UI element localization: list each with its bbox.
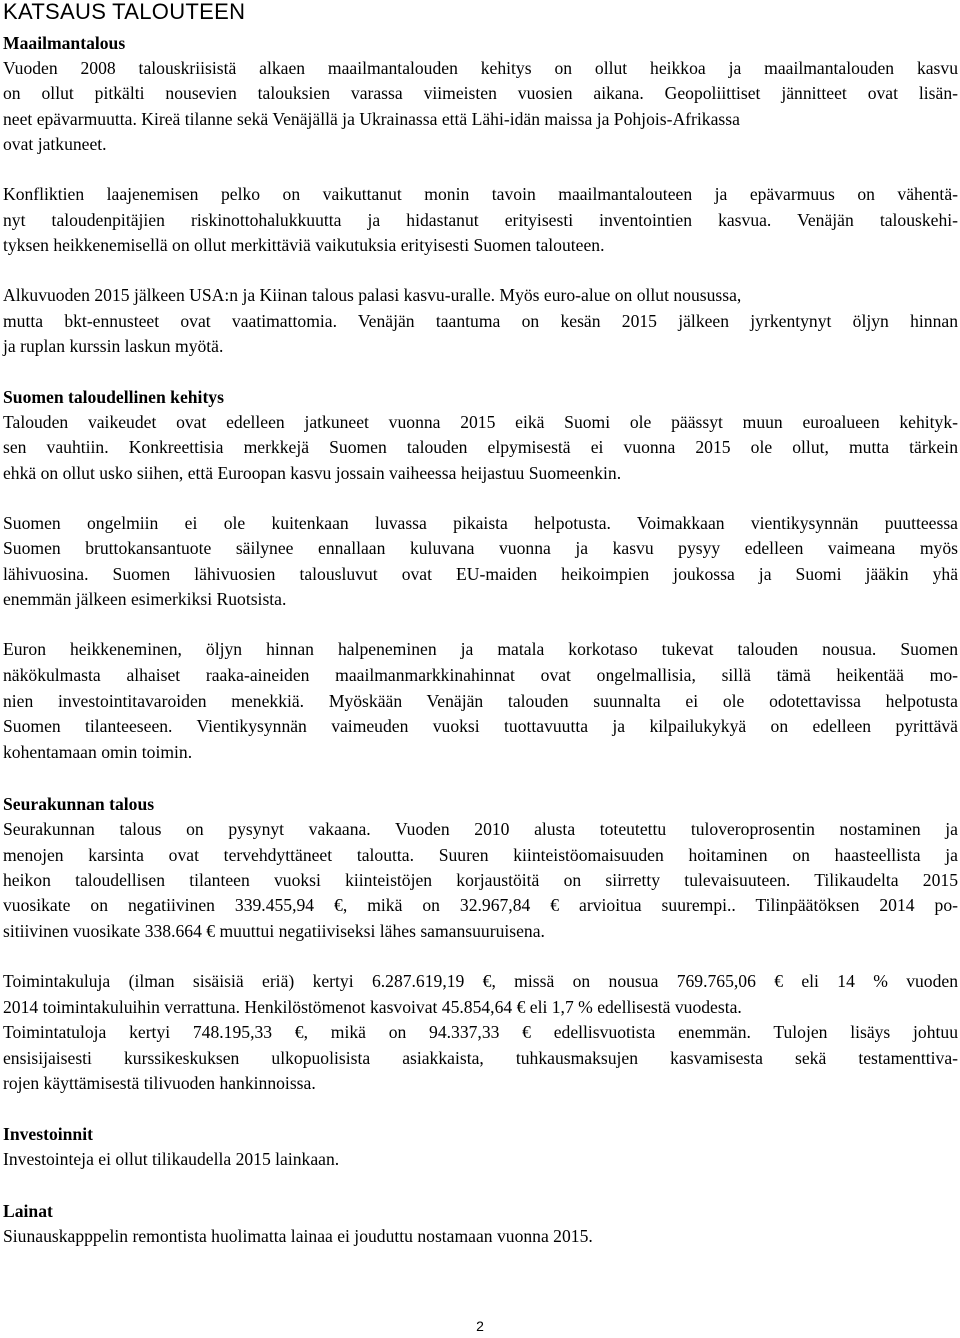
section-heading: Lainat xyxy=(3,1201,53,1221)
text-line: nien investointitavaroiden menekkiä. Myöskään Venäjän talouden suunnalta ei ole odotettavissa helpotusta xyxy=(3,691,958,711)
text-line: enemmän jälkeen esimerkiksi Ruotsista. xyxy=(3,589,287,609)
text-line: Toimintatuloja kertyi 748.195,33 €, mikä on 94.337,33 € edellisvuotista enemmän. Tulojen lisäys johtuu xyxy=(3,1022,958,1042)
text-line: on ollut pitkälti nousevien talouksien varassa viimeisten vuosien aikana. Geopoliittiset jännitteet ovat lisän- xyxy=(3,83,958,103)
text-line: ja ruplan kurssin laskun myötä. xyxy=(3,336,224,356)
text-line: ovat jatkuneet. xyxy=(3,134,107,154)
text-line: 2014 toimintakuluihin verrattuna. Henkilöstömenot kasvoivat 45.854,64 € eli 1,7 % edellisestä vuodesta. xyxy=(3,997,742,1017)
text-line: Euron heikkeneminen, öljyn hinnan halpeneminen ja matala korkotaso tukevat talouden nousua. Suomen xyxy=(3,639,958,659)
text-line: Seurakunnan talous on pysynyt vakaana. Vuoden 2010 alusta toteutettu tuloveroprosentin nostaminen ja xyxy=(3,819,958,839)
text-line: nyt taloudenpitäjien riskinottohalukkuutta ja hidastanut erityisesti inventointien kasvua. Venäjän talouskehi- xyxy=(3,210,958,230)
document-title: KATSAUS TALOUTEEN xyxy=(3,0,246,24)
section-heading: Seurakunnan talous xyxy=(3,794,155,814)
text-line: rojen käyttämisestä tilivuoden hankinnoissa. xyxy=(3,1073,316,1093)
page-number: 2 xyxy=(476,1318,484,1334)
section-heading: Investoinnit xyxy=(3,1124,93,1144)
text-line: Suomen bruttokansantuote säilynee ennallaan kuluvana vuonna ja kasvu pysyy edelleen vaimeana myös xyxy=(3,538,958,558)
text-line: vuosikate on negatiivinen 339.455,94 €, mikä on 32.967,84 € arvioitua suurempi.. Tilinpäätöksen 2014 po- xyxy=(3,895,958,915)
text-line: Konfliktien laajenemisen pelko on vaikuttanut monin tavoin maailmantalouteen ja epävarmuus on vähentä- xyxy=(3,184,958,204)
text-line: Toimintakuluja (ilman sisäisiä eriä) kertyi 6.287.619,19 €, missä on nousua 769.765,06 € eli 14 % vuoden xyxy=(3,971,958,991)
text-line: näkökulmasta alhaiset raaka-aineiden maailmanmarkkinahinnat ovat ongelmallisia, sillä tämä heikentää mo- xyxy=(3,665,958,685)
text-line: Siunauskapppelin remontista huolimatta lainaa ei jouduttu nostamaan vuonna 2015. xyxy=(3,1226,593,1246)
text-line: Alkuvuoden 2015 jälkeen USA:n ja Kiinan talous palasi kasvu-uralle. Myös euro-alue on ollut nousussa, xyxy=(3,285,742,305)
text-line: sitiivinen vuosikate 338.664 € muuttui negatiiviseksi lähes samansuuruisena. xyxy=(3,921,545,941)
text-line: neet epävarmuutta. Kireä tilanne sekä Venäjällä ja Ukrainassa että Lähi-idän maissa ja Pohjois-Afrikassa xyxy=(3,109,740,129)
text-line: menojen karsinta ovat tervehdyttäneet taloutta. Suuren kiinteistöomaisuuden hoitaminen on haasteellista ja xyxy=(3,845,958,865)
text-line: Investointeja ei ollut tilikaudella 2015 lainkaan. xyxy=(3,1149,340,1169)
text-line: ehkä on ollut usko siihen, että Euroopan kasvu jossain vaiheessa heijastuu Suomeenkin. xyxy=(3,463,622,483)
section-heading: Suomen taloudellinen kehitys xyxy=(3,387,224,407)
text-line: lähivuosina. Suomen lähivuosien talousluvut ovat EU-maiden heikoimpien joukossa ja Suomi jääkin yhä xyxy=(3,564,958,584)
text-line: Talouden vaikeudet ovat edelleen jatkuneet vuonna 2015 eikä Suomi ole päässyt muun euroalueen kehityk- xyxy=(3,412,958,432)
text-line: ensisijaisesti kurssikeskuksen ulkopuolisista asiakkaista, tuhkausmaksujen kasvamisesta sekä testamenttiva- xyxy=(3,1048,958,1068)
text-line: Suomen ongelmiin ei ole kuitenkaan luvassa pikaista helpotusta. Voimakkaan vientikysynnän puutteessa xyxy=(3,513,958,533)
section-heading: Maailmantalous xyxy=(3,33,126,53)
text-line: Vuoden 2008 talouskriisistä alkaen maailmantalouden kehitys on ollut heikkoa ja maailmantalouden kasvu xyxy=(3,58,958,78)
text-line: mutta bkt-ennusteet ovat vaatimattomia. Venäjän taantuma on kesän 2015 jälkeen jyrkentynyt öljyn hinnan xyxy=(3,311,958,331)
text-line: sen vauhtiin. Konkreettisia merkkejä Suomen talouden elpymisestä ei vuonna 2015 ole ollut, mutta tärkein xyxy=(3,437,958,457)
text-line: tyksen heikkenemisellä on ollut merkittäviä vaikutuksia erityisesti Suomen talouteen. xyxy=(3,235,605,255)
text-line: kohentamaan omin toimin. xyxy=(3,742,193,762)
text-line: Suomen tilanteeseen. Vientikysynnän vaimeuden vuoksi tuottavuutta ja kilpailukykyä on edelleen pyrittävä xyxy=(3,716,958,736)
text-line: heikon taloudellisen tilanteen vuoksi kiinteistöjen korjaustöitä on siirretty tulevaisuuteen. Tilikaudelta 2015 xyxy=(3,870,958,890)
